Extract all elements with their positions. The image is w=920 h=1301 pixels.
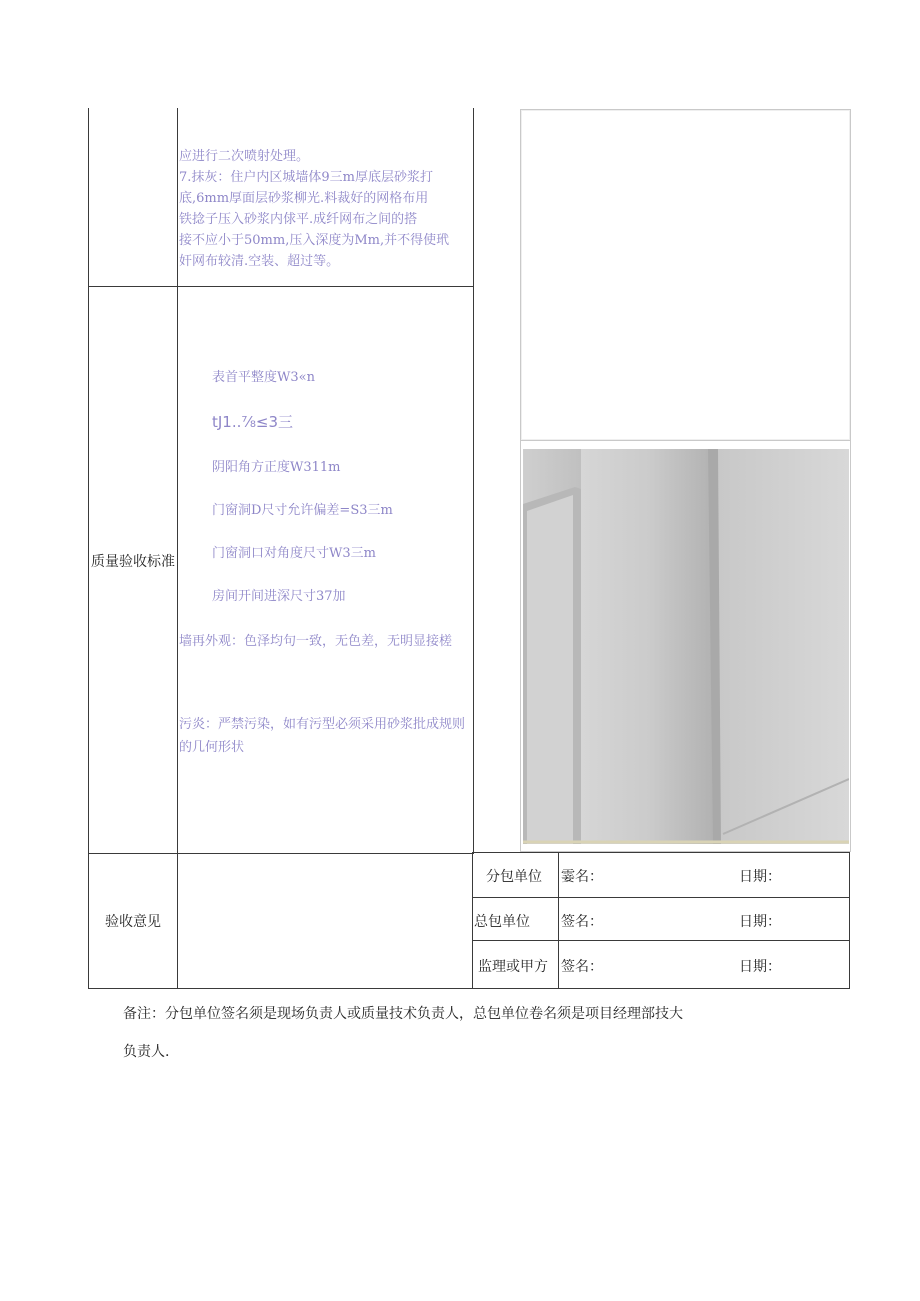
standard-item-room-size: 房间开间进深尺寸37加	[212, 589, 346, 604]
supervisor-signature-field[interactable]: 签名：	[561, 959, 603, 975]
signature-row-divider-2	[472, 940, 850, 941]
table-hline-method-bottom	[88, 286, 474, 287]
subcontractor-date-field[interactable]: 日期：	[739, 869, 781, 885]
standard-item-opening-diagonal: 门窗洞口对角度尺寸W3三m	[212, 546, 376, 561]
method-line: 7.抹灰：住户内区城墙体9三m厚底层砂浆打	[179, 170, 434, 185]
standard-item-opening-size: 门窗洞D尺寸允许偏差=S3三m	[212, 503, 393, 518]
method-line: 应进行二次喷射处理。	[179, 149, 310, 164]
standard-item-corner-squareness: 阴阳角方正度W311m	[212, 460, 341, 475]
acceptance-opinion-label: 验收意见	[105, 914, 161, 930]
method-line: 奸网布较清.空装、超过等。	[179, 254, 340, 269]
subcontractor-signature-field[interactable]: 霎名：	[561, 869, 603, 885]
wall-appearance-text: 墙再外观：色泽均句一致，无色差，无明显接槎	[179, 634, 453, 649]
table-left-border	[88, 108, 89, 989]
plastered-wall-photo	[523, 449, 849, 844]
wall-photo-illustration	[523, 449, 849, 844]
signature-col-divider	[558, 852, 559, 989]
remarks-line-1: 备注：分包单位签名须是现场负责人或质量技术负责人，总包单位卷名须是项目经理部技大	[123, 1006, 683, 1022]
subcontractor-label: 分包单位	[486, 869, 542, 885]
method-line: 接不应小于50mm,压入深度为Mm,并不得使玳	[179, 233, 450, 248]
stain-requirement-text: 污炎：严禁污染，如有污型必须采用砂浆批成规则的几何形状	[179, 717, 466, 755]
table-col-divider-1	[177, 108, 178, 989]
method-line: 铁捻子压入砂浆内俅平.成纤网布之间的搭	[179, 212, 418, 227]
quality-standard-label: 质量验收标准	[91, 554, 175, 570]
general-contractor-label: 总包单位	[474, 914, 530, 930]
method-line: 底,6mm厚面层砂浆柳光.料裁好的网格布用	[179, 191, 429, 206]
standard-item-verticality: tJ1..⅞≤3三	[212, 413, 294, 431]
general-contractor-signature-field[interactable]: 签名：	[561, 914, 603, 930]
supervisor-date-field[interactable]: 日期：	[739, 959, 781, 975]
supervisor-label: 监理或甲方	[478, 959, 548, 975]
table-col-divider-2	[473, 108, 474, 853]
standard-item-flatness: 表首平整度W3«n	[212, 370, 315, 385]
general-contractor-date-field[interactable]: 日期：	[739, 914, 781, 930]
remarks-line-2: 负责人.	[123, 1044, 170, 1060]
construction-method-text	[179, 146, 473, 272]
blank-image-frame	[520, 109, 851, 441]
table-hline-quality-bottom	[88, 853, 474, 854]
signature-row-divider-1	[472, 897, 850, 898]
